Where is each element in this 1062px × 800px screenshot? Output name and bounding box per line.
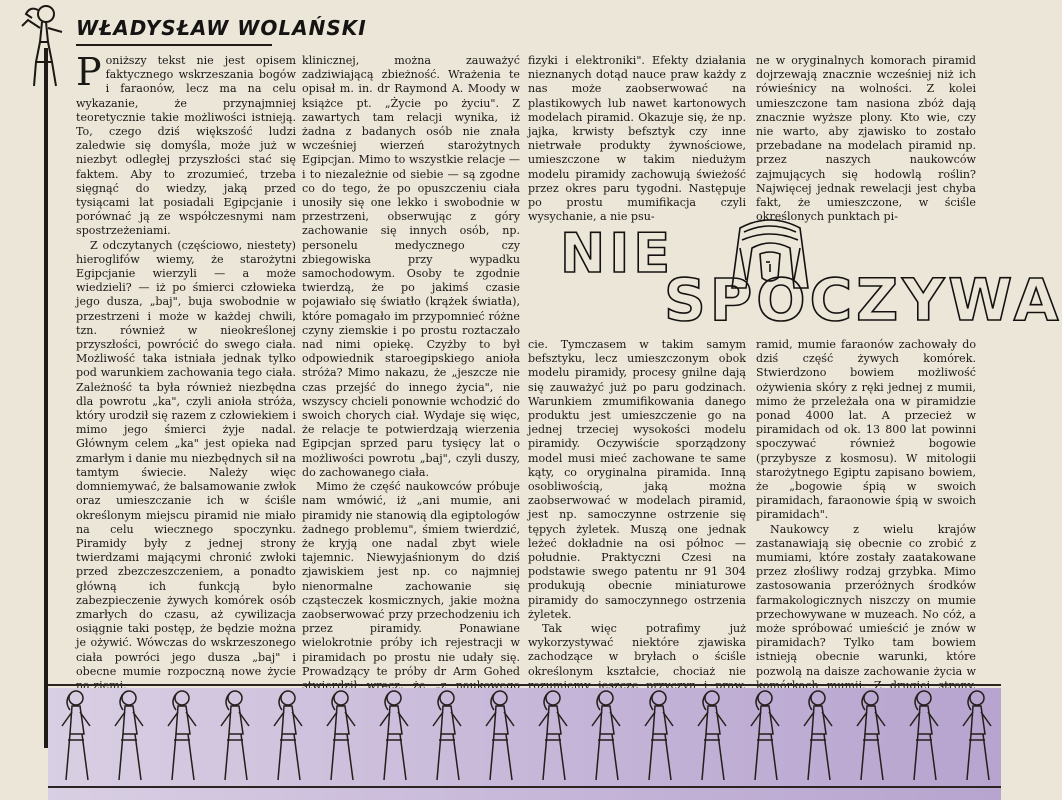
paragraph: ramid, mumie faraonów zachowały do dziś część żywych komórek. Stwierdzono bowiem możliwość ożywienia skóry z ręki jednej z mumii, mimo że przeleżała ona w piramidzie ponad 4000 lat. A przecież w piramidach od ok. 13 800 lat powinni spoczywać również bogowie (przybysze z kosmosu). W mitologii starożytnego Egiptu zapisano bowiem, że „bogowie śpią w swoich piramidach, faraonowie śpią w swoich piramidach". <box>756 338 976 522</box>
author-name: WŁADYSŁAW WOLAŃSKI <box>76 16 367 40</box>
paragraph: Z odczytanych (częściowo, niestety) hieroglifów wiemy, że starożytni Egipcjanie wierzyli — a może wiedzieli? — iż po śmierci człowieka jego dusza, „baj", buja swobodnie w przestrzeni i może w każdej chwili, tzn. również w nieokreślonej przyszłości, powrócić do swego ciała. Możliwość taka istniała jednak tylko pod warunkiem zachowania tego ciała. Zależność ta była również niezbędna dla powrotu „ka", czyli anioła stróża, który urodził się razem z człowiekiem i mimo jego śmierci żyje nadal. Głównym celem „ka" jest opieka nad zmarłym i danie mu niezbędnych sił na tamtym świecie. Należy więc domniemywać, że balsamowanie zwłok oraz umieszczanie ich w ściśle określonym miejscu piramid nie miało na celu wiecznego spoczynku. Piramidy były z jednej strony twierdzami mającymi chronić zwłoki przed zbezczeszczeniem, a ponadto główną ich funkcją było zabezpieczenie żywych komórek osób zmarłych do czasu, aż cywilizacja osiągnie taki postęp, że będzie można je ożywić. Wówczas do wskrzeszonego ciała powróci jego dusza „baj" i obecne mumie rozpoczną nowe życie <box>76 238 296 678</box>
walking-figure-icon <box>804 691 832 780</box>
walking-figure-icon <box>857 691 885 780</box>
paragraph: fizyki i elektroniki". Efekty działania nieznanych dotąd nauce praw każdy z nas może zaobserwować na plastikowych lub nawet kartonowych modelach piramid. Okazuje się, że np. jajka, krwisty befsztyk czy inne nietrwałe produkty żywnościowe, umieszczone w takim niedużym modelu piramidy zachowują świeżość przez okres paru tygodni. Następuje po prostu mumifikacja czyli wysychanie, a nie psu- <box>528 54 746 224</box>
article-title <box>552 222 1062 334</box>
paragraph: cie. Tymczasem w takim samym befsztyku, lecz umieszczonym obok modelu piramidy, procesy gnilne dają się zauważyć już po paru godzinach. Warunkiem zmumifikowania danego produktu jest umieszczenie go na jednej trzeciej wysokości modelu piramidy. Oczywiście sporządzony model musi mieć zachowane te same kąty, co oryginalna piramida. Inną osobliwością, jaką można zaobserwować w modelach piramid, jest np. samoczynne ostrzenie się tępych żyletek. Muszą one jednak leżeć dokładnie na osi północ — południe. Praktyczni Czesi na podstawie swego patentu nr 91 304 produkują obecnie miniaturowe piramidy do samoczynnego ostrzenia żyletek. <box>528 338 746 621</box>
walking-figure-icon <box>910 691 938 780</box>
walking-figure-icon <box>698 691 726 780</box>
article-column-4-bottom <box>756 338 976 678</box>
drop-cap: P <box>76 50 102 94</box>
title-line-2: SPOCZYWA <box>664 266 1062 334</box>
walking-figure-icon <box>168 691 196 780</box>
article-column-3-top <box>528 54 746 224</box>
walking-figure-icon <box>274 691 302 780</box>
paragraph: klinicznej, można zauważyć zadziwiającą zbieżność. Wrażenia te opisał m. in. dr Raymond A. Moody w książce pt. „Życie po życiu". Z zawartych tam relacji wynika, iż żadna z badanych osób nie znała wcześniej wierzeń starożytnych Egipcjan. Mimo to wszystkie relacje — i to niezależnie od siebie — są zgodne co do tego, że po opuszczeniu ciała unosiły się one lekko i swobodnie w przestrzeni, obserwując z góry zachowanie się innych osób, np. personelu medycznego czy zbiegowiska przy wypadku samochodowym. Osoby te zgodnie twierdzą, że po jakimś czasie pojawiało się światło (krążek światła), które pomagało im przypomnieć różne czyny ziemskie i po prostu roztaczało nad nimi opiekę. Czyżby to był odpowiednik staroegipskiego anioła stróża? Mimo nakazu, że „jeszcze nie czas przejść do innego życia", nie wszyscy chcieli ponownie wchodzić do swoich chorych ciał. Wydaje się więc, że relacje te potwierdzają wierzenia Egipcjan sprzed paru tysięcy lat o możliwości powrotu „baj", czyli duszy, do zachowanego ciała. <box>302 54 520 479</box>
walking-figure-icon <box>115 691 143 780</box>
walking-figure-icon <box>62 691 90 780</box>
walking-figure-icon <box>327 691 355 780</box>
egyptian-figure-icon <box>8 2 80 90</box>
paragraph: ne w oryginalnych komorach piramid dojrzewają znacznie wcześniej niż ich rówieśnicy na wolności. Z kolei umieszczone tam nasiona zbóż dają znacznie wyższe plony. Kto wie, czy nie warto, aby zjawisko to zostało przebadane na modelach piramid np. przez naszych naukowców zajmujących się hodowlą roślin? Najwięcej jednak rewelacji jest chyba fakt, że umieszczone, w ściśle określonych punktach pi- <box>756 54 976 224</box>
frieze-figures <box>48 676 1001 800</box>
walking-figure-icon <box>380 691 408 780</box>
left-border-rule <box>44 48 48 748</box>
walking-figure-icon <box>539 691 567 780</box>
paragraph: Tak więc potrafimy już wykorzystywać niektóre zjawiska zachodzące w bryłach o ściśle określonym kształcie, chociaż nie <box>528 622 746 678</box>
walking-figure-icon <box>645 691 673 780</box>
article-column-3-bottom <box>528 338 746 678</box>
article-column-4-top <box>756 54 976 224</box>
egyptian-frieze <box>48 676 1001 800</box>
walking-figure-icon <box>592 691 620 780</box>
paragraph <box>76 50 296 239</box>
walking-figure-icon <box>433 691 461 780</box>
title-line-1: NIE <box>560 222 675 285</box>
walking-figure-icon <box>751 691 779 780</box>
author-underline <box>76 44 272 46</box>
walking-figure-icon <box>486 691 514 780</box>
paragraph: Mimo że część naukowców próbuje nam wmówić, iż „ani mumie, ani piramidy nie stanowią dla egiptologów żadnego problemu", śmiem twierdzić, że kryją one nadal zbyt wiele tajemnic. Niewyjaśnionym do dziś zjawiskiem jest np. co najmniej nienormalne zachowanie się cząsteczek kosmicznych, jakie można zaobserwować przy przechodzeniu ich przez piramidy. Ponawiane wielokrotnie próby ich rejestracji w piramidach po prostu nie udały się. Prowadzący te próby dr Arm Gohed <box>302 480 520 678</box>
walking-figure-icon <box>221 691 249 780</box>
article-column-1 <box>76 50 296 678</box>
paragraph: Naukowcy z wielu krajów zastanawiają się obecnie co zrobić z mumiami, które zostały zaatakowane przez złośliwy rodzaj grzybka. Mimo zastosowania przeróżnych środków farmakologicznych niszczy on mumie przechowywane w muzeach. No cóż, a może spróbować umieścić je znów w piramidach? Tylko tam bowiem istnieją obecnie warunki, które pozwolą na daisze zachowanie życia w <box>756 522 976 678</box>
article-column-2 <box>302 54 520 678</box>
walking-figure-icon <box>963 691 991 780</box>
paragraph-text: oniższy tekst nie jest opisem faktycznego wskrzeszania bogów i faraonów, lecz ma na celu wykazanie, że przynajmniej teoretycznie takie możliwości istnieją. To, czego dziś większość ludzi zaledwie się domyśla, może już w niezbyt odległej przyszłości stać się faktem. Aby to zrozumieć, trzeba sięgnąć do wiedzy, jaką przed tysiącami lat posiadali Egipcjanie i porównać ją ze współczesnymi nam spostrzeżeniami. <box>76 54 296 238</box>
